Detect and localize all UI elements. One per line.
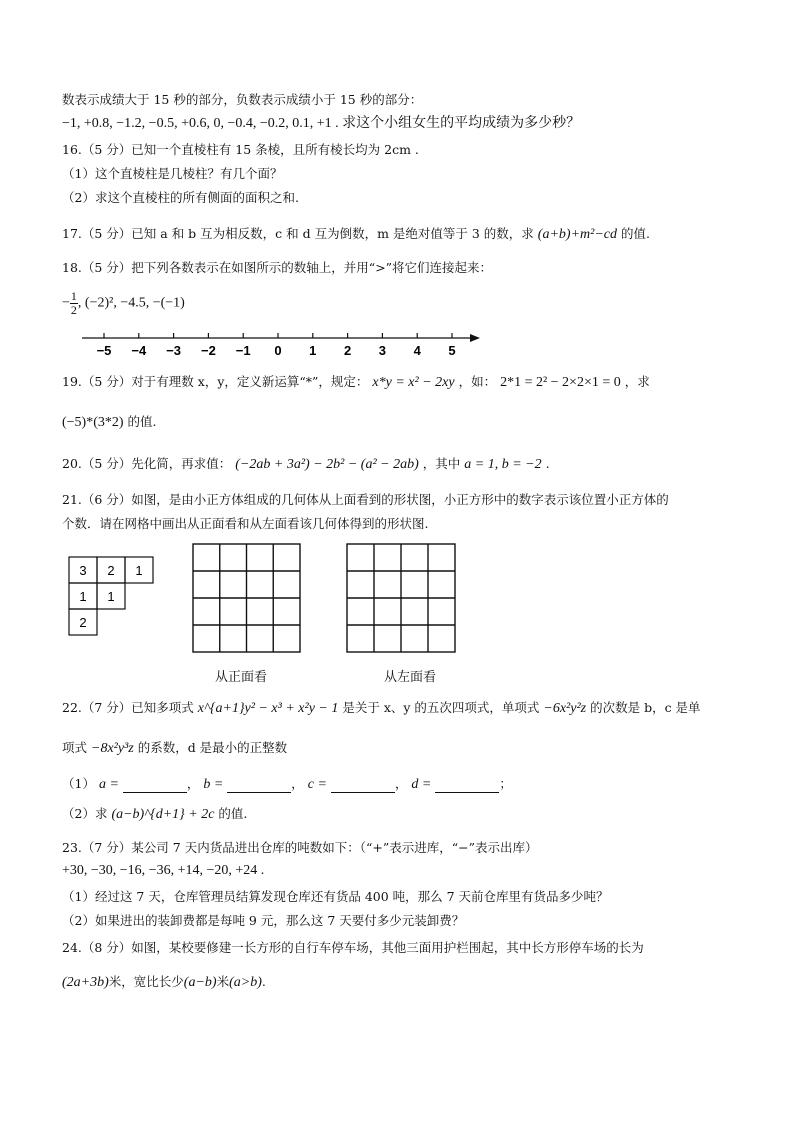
q19-text-a: 19.（5 分）对于有理数 x，y，定义新运算“*”，规定： xyxy=(62,374,369,389)
q20-expression: (−2ab + 3a²) − 2b² − (a² − 2ab) xyxy=(235,457,419,472)
number-line-arrow xyxy=(470,334,480,342)
q23-stem: 23.（7 分）某公司 7 天内货品进出仓库的吨数如下：（“+”表示进库，“−”表示出库） xyxy=(62,840,538,855)
q18-numbers: − $\frac{1}{2}$ , (−2)², −4.5, −(−1) xyxy=(62,289,185,317)
q20-text-b: ，其中 xyxy=(422,456,461,471)
number-line-ticks xyxy=(97,333,456,358)
q22-line2 xyxy=(62,740,287,757)
q24-length-expr: (2a+3b) xyxy=(62,975,109,990)
q19-text-b: ，如： xyxy=(458,374,497,389)
front-view-grid[interactable] xyxy=(192,543,302,655)
q22-line1 xyxy=(62,700,701,717)
q22-monomial1: −6x²y²z xyxy=(543,701,587,716)
q22-text-b: 是关于 x、y 的五次四项式，单项式 xyxy=(342,700,540,715)
q22-part2 xyxy=(62,806,247,823)
number-line-label: −2 xyxy=(200,343,216,358)
q17-text: 17.（5 分）已知 a 和 b 互为相反数，c 和 d 互为倒数，m 是绝对值等于 3 的数，求 xyxy=(62,226,534,241)
number-line-label: −5 xyxy=(96,343,112,358)
q19-text-c: ，求 xyxy=(624,374,650,389)
number-line-label: 4 xyxy=(413,343,421,358)
q22-blank-b[interactable] xyxy=(227,780,291,793)
top-view-cell: 1 xyxy=(107,589,115,604)
number-line-label: 5 xyxy=(448,343,456,358)
q22-var-c: c = xyxy=(307,777,327,792)
q16-stem: 16.（5 分）已知一个直棱柱有 15 条棱，且所有棱长均为 2cm . xyxy=(62,142,419,157)
top-view-cell: 1 xyxy=(135,563,143,578)
q18-stem: 18.（5 分）把下列各数表示在如图所示的数轴上，并用“>”将它们连接起来： xyxy=(62,260,493,275)
q19-text-d: 的值. xyxy=(127,414,157,429)
intro-line: 数表示成绩大于 15 秒的部分，负数表示成绩小于 15 秒的部分： xyxy=(62,92,423,107)
number-line-label: 1 xyxy=(309,343,317,358)
q21-line1: 21.（6 分）如图，是由小正方体组成的几何体从上面看到的形状图，小正方形中的数字表示该位置小正方体的 xyxy=(62,492,669,507)
q22-blank-d[interactable] xyxy=(435,780,499,793)
q17-tail: 的值. xyxy=(620,226,650,241)
top-view-cell: 2 xyxy=(107,563,115,578)
q22-part1-label: （1） xyxy=(62,776,95,791)
q23-part1: （1）经过这 7 天，仓库管理员结算发现仓库还有货品 400 吨，那么 7 天前仓库里有货品多少吨？ xyxy=(62,889,609,904)
q22-part1: （1） a = ， b = ， c = ， d = ； xyxy=(62,776,512,792)
q18-rest: , (−2)², −4.5, −(−1) xyxy=(77,295,185,311)
q22-text-e: 的系数，d 是最小的正整数 xyxy=(137,740,288,755)
q24-line2 xyxy=(62,974,266,991)
data-line: −1, +0.8, −1.2, −0.5, +0.6, 0, −0.4, −0.2, 0.1, +1 . 求这个小组女生的平均成绩为多少秒？ xyxy=(62,116,581,131)
q19-expression: (−5)*(3*2) xyxy=(62,415,124,430)
q22-polynomial: x^{a+1}y² − x³ + x²y − 1 xyxy=(197,701,339,716)
q16-part2: （2）求这个直棱柱的所有侧面的面积之和. xyxy=(62,190,299,205)
q22-text-d: 项式 xyxy=(62,740,88,755)
q24-text-d: . xyxy=(261,974,266,989)
q20-text-a: 20.（5 分）先化简，再求值： xyxy=(62,456,232,471)
q24-condition: (a>b) xyxy=(229,975,262,990)
q21-line2: 个数．请在网格中画出从正面看和从左面看该几何体得到的形状图. xyxy=(62,516,429,531)
top-view-cell: 3 xyxy=(79,563,87,578)
number-line-label: −1 xyxy=(235,343,251,358)
number-line-label: −4 xyxy=(131,343,147,358)
q23-part2: （2）如果进出的装卸费都是每吨 9 元，那么这 7 天要付多少元装卸费？ xyxy=(62,913,465,928)
front-view-caption: 从正面看 xyxy=(215,670,268,685)
q19-example: 2*1 = 2² − 2×2×1 = 0 xyxy=(500,375,621,390)
q24-text-b: 米，宽比长少 xyxy=(108,974,184,989)
q22-monomial2: −8x²y³z xyxy=(91,741,134,756)
q20-text-c: . xyxy=(545,456,550,471)
q22-text-c: 的次数是 b，c 是单 xyxy=(590,700,701,715)
q22-part2-expression: (a−b)^{d+1} + 2c xyxy=(111,807,215,822)
top-view-cell: 2 xyxy=(79,615,87,630)
q22-var-d: d = xyxy=(411,777,432,792)
q19-line2 xyxy=(62,414,157,431)
q17-line xyxy=(62,226,650,243)
number-line-label: 0 xyxy=(274,343,282,358)
number-line-label: 2 xyxy=(343,343,352,358)
q18-frac-den: 2 xyxy=(70,303,77,317)
q22-part2-tail: 的值. xyxy=(218,806,248,821)
q22-blank-a[interactable] xyxy=(123,780,187,793)
q22-blank-c[interactable] xyxy=(331,780,395,793)
left-view-caption: 从左面看 xyxy=(384,670,437,685)
q19-line xyxy=(62,374,650,391)
number-line xyxy=(82,328,482,360)
top-view-figure xyxy=(68,556,154,638)
q19-definition: x*y = x² − 2xy xyxy=(372,375,455,390)
q23-data: +30, −30, −16, −36, +14, −20, +24 . xyxy=(62,863,265,878)
q22-text-a: 22.（7 分）已知多项式 xyxy=(62,700,194,715)
q22-part2-text: （2）求 xyxy=(62,806,108,821)
q22-var-b: b = xyxy=(203,777,224,792)
q20-line xyxy=(62,456,550,473)
q24-diff-expr: (a−b) xyxy=(183,975,217,990)
q17-expression: (a+b)+m²−cd xyxy=(537,227,617,242)
number-line-label: −3 xyxy=(166,343,182,358)
top-view-cell: 1 xyxy=(79,589,87,604)
number-line-label: 3 xyxy=(378,343,387,358)
left-view-grid[interactable] xyxy=(346,543,458,655)
q18-fraction xyxy=(70,290,78,317)
q20-condition: a = 1, b = −2 xyxy=(464,457,542,472)
q24-line1: 24.（8 分）如图，某校要修建一长方形的自行车停车场，其他三面用护栏围起，其中长方形停车场的长为 xyxy=(62,940,644,955)
q16-part1: （1）这个直棱柱是几棱柱？有几个面？ xyxy=(62,166,283,181)
q24-text-c: 米 xyxy=(216,974,230,989)
q18-frac-num: 1 xyxy=(70,289,77,303)
q22-var-a: a = xyxy=(98,777,119,792)
